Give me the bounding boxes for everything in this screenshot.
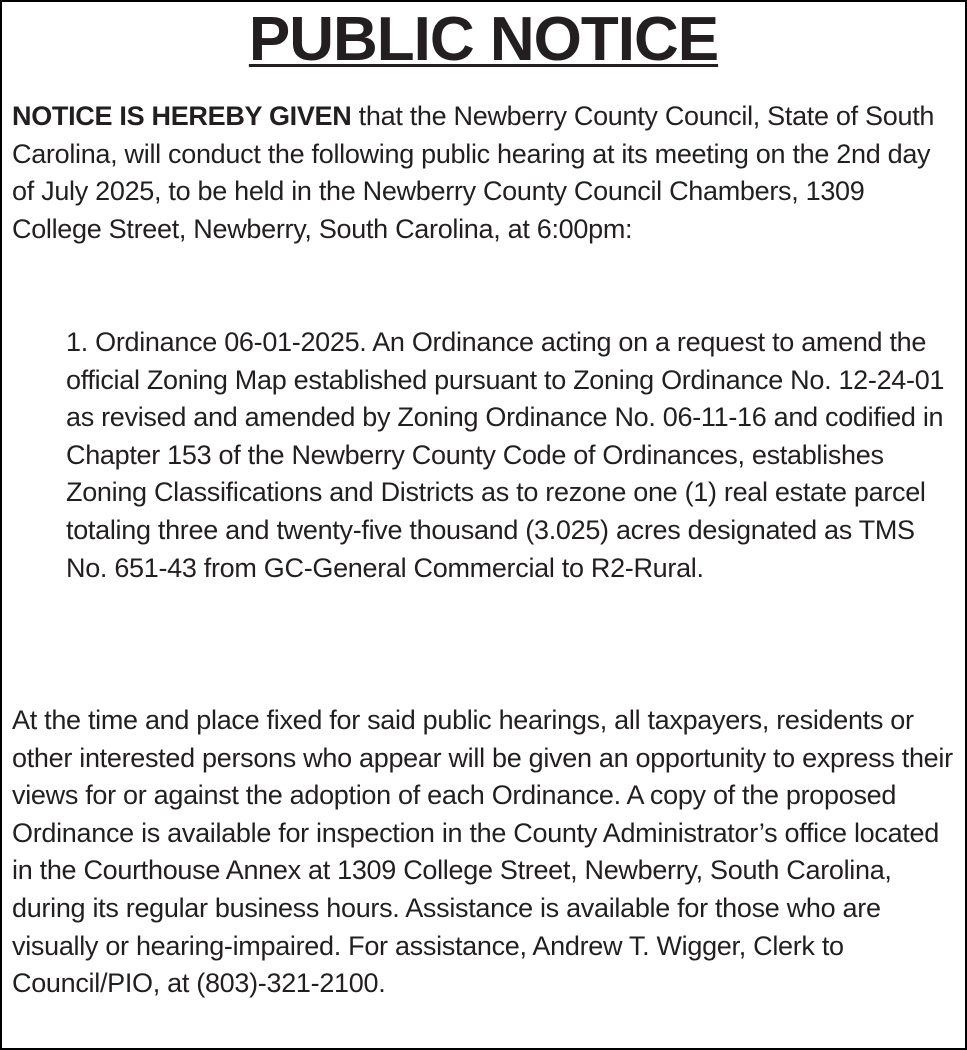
intro-text: that the Newberry County Council, State of South Carolina, will conduct the following public hearing at its meeting on the 2nd day of July 2025, to be held in the Newberry County Council Chambers, 1309 College Street, Newberry, South Carolina, at 6:00pm: — [12, 101, 935, 244]
notice-title — [2, 2, 965, 76]
closing-paragraph: At the time and place fixed for said public hearings, all taxpayers, residents or other interested persons who appear will be given an opportunity to express their views for or against the adoption of each Ordinance. A copy of the proposed Ordinance is available for inspection in the County Administrator’s office located in the Courthouse Annex at 1309 College Street, Newberry, South Carolina, during its regular business hours. Assistance is available for those who are visually or hearing-impaired. For assistance, Andrew T. Wigger, Clerk to Council/PIO, at (803)-321-2100. — [12, 705, 953, 999]
notice-title-text: PUBLIC NOTICE — [248, 5, 719, 74]
intro-paragraph — [12, 98, 959, 248]
ordinance-item: 1. Ordinance 06-01-2025. An Ordinance acting on a request to amend the official Zoning Map established pursuant to Zoning Ordinance No. 12-24-01 as revised and amended by Zoning Ordinance No. 06-11-16 and codified in Chapter 153 of the Newberry County Code of Ordinances, establishes Zoning Classifications and Districts as to rezone one (1) real estate parcel totaling three and twenty-five thousand (3.025) acres designated as TMS No. 651-43 from GC-General Commercial to R2-Rural. — [66, 327, 945, 583]
intro-lead: NOTICE IS HEREBY GIVEN — [12, 101, 352, 131]
